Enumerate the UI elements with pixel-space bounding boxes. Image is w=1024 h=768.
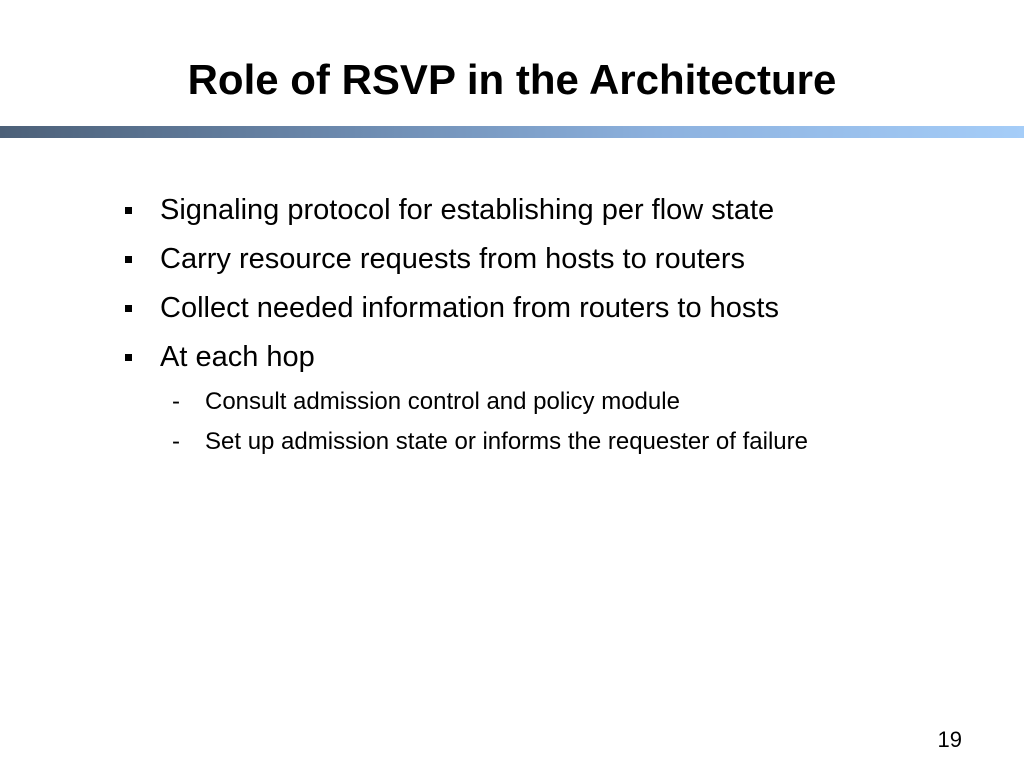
bullet-text: Carry resource requests from hosts to routers: [160, 243, 746, 275]
bullet-item: [0, 186, 1024, 235]
dash-bullet-icon: -: [172, 388, 180, 415]
sub-bullet-item: [0, 382, 1024, 422]
title-gradient-rule: [0, 126, 1024, 138]
square-bullet-icon: [125, 207, 132, 214]
square-bullet-icon: [125, 354, 132, 361]
sub-bullet-item: [0, 422, 1024, 462]
bullet-item: [0, 333, 1024, 382]
sub-bullet-text: Set up admission state or informs the requester of failure: [205, 428, 808, 455]
bullet-list: [0, 186, 1024, 462]
bullet-text: At each hop: [160, 341, 315, 373]
bullet-item: [0, 235, 1024, 284]
bullet-text: Signaling protocol for establishing per flow state: [160, 194, 775, 226]
dash-bullet-icon: -: [172, 428, 180, 455]
square-bullet-icon: [125, 256, 132, 263]
bullet-text: Collect needed information from routers to hosts: [160, 292, 779, 324]
slide-page-number: 19: [937, 727, 962, 752]
bullet-item: [0, 284, 1024, 333]
square-bullet-icon: [125, 305, 132, 312]
slide-title: Role of RSVP in the Architecture: [187, 56, 837, 103]
sub-bullet-text: Consult admission control and policy module: [205, 388, 680, 415]
